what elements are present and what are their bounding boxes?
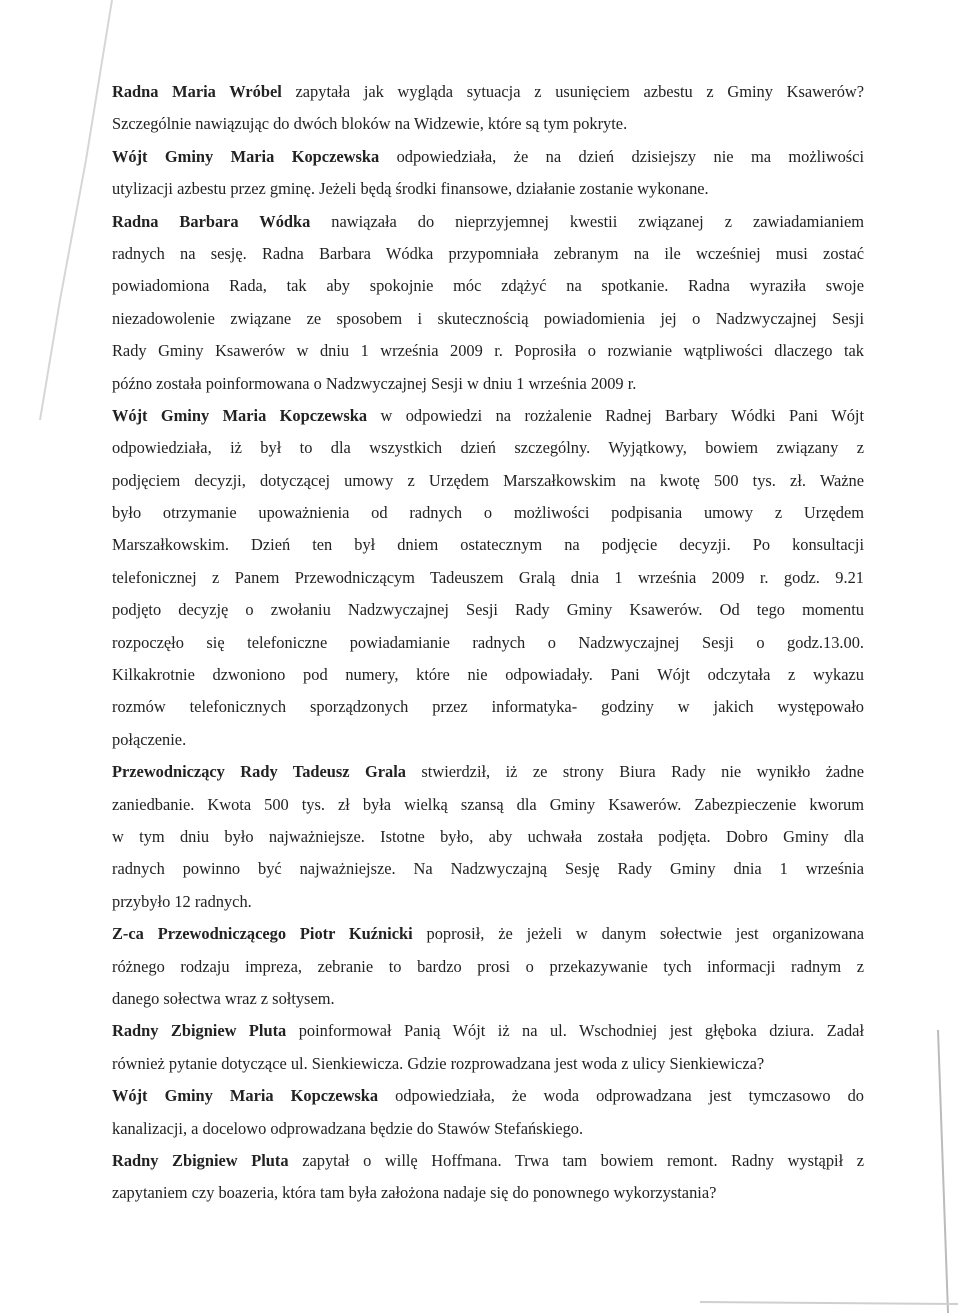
text-line: rozpoczęło się telefoniczne powiadamianie radnych o Nadzwyczajnej Sesji o godz.13.00. [112, 632, 864, 652]
text-line: połączenie. [112, 729, 187, 749]
paragraph [112, 1145, 864, 1210]
text-line: odpowiedziała, że woda odprowadzana jest tymczasowo do [378, 1086, 864, 1106]
text-line: przybyło 12 radnych. [112, 891, 252, 911]
paragraph [112, 918, 864, 1015]
text-line: nawiązała do nieprzyjemnej kwestii związanej z zawiadamianiem [310, 211, 864, 231]
text-line: niezadowolenie związane ze sposobem i skutecznością powiadomienia jej o Nadzwyczajnej Sesji [112, 308, 864, 328]
text-line: zaniedbanie. Kwota 500 tys. zł była wielką szansą dla Gminy Ksawerów. Zabezpieczenie kworum [112, 794, 864, 814]
speaker-name: Radna Barbara Wódka [112, 211, 311, 231]
paragraph [112, 1080, 864, 1145]
text-line: powiadomiona Rada, tak aby spokojnie móc zdążyć na spotkanie. Radna wyraziła swoje [112, 276, 864, 296]
text-line: w tym dniu było najważniejsze. Istotne było, aby uchwała została podjęta. Dobro Gminy dla [112, 826, 864, 846]
paragraph [112, 76, 864, 141]
text-line: Szczególnie nawiązując do dwóch bloków na Widzewie, które są tym pokryte. [112, 114, 628, 134]
text-line: zapytał o willę Hoffmana. Trwa tam bowiem remont. Radny wystąpił z [288, 1150, 864, 1170]
text-line: stwierdził, iż ze strony Biura Rady nie wynikło żadne [405, 762, 864, 782]
paragraph [112, 141, 864, 206]
text-line: różnego rodzaju impreza, zebranie to bardzo prosi o przekazywanie tych informacji radnym z [112, 956, 864, 976]
paragraph [112, 1015, 864, 1080]
text-line: poinformował Panią Wójt iż na ul. Wschodniej jest głęboka dziura. Zadał [286, 1021, 864, 1041]
speaker-name: Z-ca Przewodniczącego Piotr Kuźnicki [112, 924, 413, 944]
speaker-name: Wójt Gminy Maria Kopczewska [112, 146, 380, 166]
speaker-name: Radna Maria Wróbel [112, 82, 282, 101]
text-line: rozmów telefonicznych sporządzonych przez informatyka- godziny w jakich występowało [112, 697, 864, 717]
text-line: Rady Gminy Ksawerów w dniu 1 września 2009 r. Poprosiła o rozwianie wątpliwości dlaczego tak [112, 341, 864, 361]
speaker-name: Wójt Gminy Maria Kopczewska [112, 1086, 379, 1106]
text-line: późno została poinformowana o Nadzwyczajnej Sesji w dniu 1 września 2009 r. [112, 373, 637, 393]
text-line: zapytała jak wygląda sytuacja z usunięciem azbestu z Gminy Ksawerów? [281, 82, 864, 101]
text-line: radnych na sesję. Radna Barbara Wódka przypomniała zebranym na ile wcześniej musi zostać [112, 243, 864, 263]
text-line: Marszałkowskim. Dzień ten był dniem ostatecznym na podjęcie decyzji. Po konsultacji [112, 535, 864, 555]
text-line: również pytanie dotyczące ul. Sienkiewicza. Gdzie rozprowadzana jest woda z ulicy Sienkiewicza? [112, 1053, 765, 1073]
text-line: było otrzymanie upoważnienia od radnych o możliwości podpisania umowy z Urzędem [112, 503, 864, 523]
text-line: podjęciem decyzji, dotyczącej umowy z Urzędem Marszałkowskim na kwotę 500 tys. zł. Ważne [112, 470, 864, 490]
speaker-name: Wójt Gminy Maria Kopczewska [112, 405, 368, 425]
text-line: podjęto decyzję o zwołaniu Nadzwyczajnej Sesji Rady Gminy Ksawerów. Od tego momentu [112, 600, 864, 620]
text-line: kanalizacji, a docelowo odprowadzana będzie do Stawów Stefańskiego. [112, 1118, 584, 1138]
paragraph [112, 400, 864, 756]
text-line: odpowiedziała, iż był to dla wszystkich dzień szczególny. Wyjątkowy, bowiem związany z [112, 438, 864, 458]
speaker-name: Radny Zbigniew Pluta [112, 1021, 287, 1041]
text-line: Kilkakrotnie dzwoniono pod numery, które nie odpowiadały. Pani Wójt odczytała z wykazu [112, 665, 864, 685]
text-line: danego sołectwa wraz z sołtysem. [112, 988, 335, 1008]
text-line: odpowiedziała, że na dzień dzisiejszy nie ma możliwości [379, 146, 864, 166]
document-body [112, 76, 864, 1210]
text-line: utylizacji azbestu przez gminę. Jeżeli będą środki finansowe, działanie zostanie wykonane. [112, 179, 709, 199]
paragraph [112, 756, 864, 918]
text-line: radnych powinno być najważniejsze. Na Nadzwyczajną Sesję Rady Gminy dnia 1 września [112, 859, 864, 879]
text-line: w odpowiedzi na rozżalenie Radnej Barbary Wódki Pani Wójt [367, 405, 864, 425]
text-line: poprosił, że jeżeli w danym sołectwie jest organizowana [412, 924, 864, 944]
speaker-name: Przewodniczący Rady Tadeusz Grala [112, 762, 406, 782]
text-line: telefonicznej z Panem Przewodniczącym Tadeuszem Gralą dnia 1 września 2009 r. godz. 9.21 [112, 567, 864, 587]
text-line: zapytaniem czy boazeria, która tam była założona nadaje się do ponownego wykorzystania? [112, 1183, 717, 1203]
paragraph [112, 206, 864, 400]
speaker-name: Radny Zbigniew Pluta [112, 1150, 289, 1170]
